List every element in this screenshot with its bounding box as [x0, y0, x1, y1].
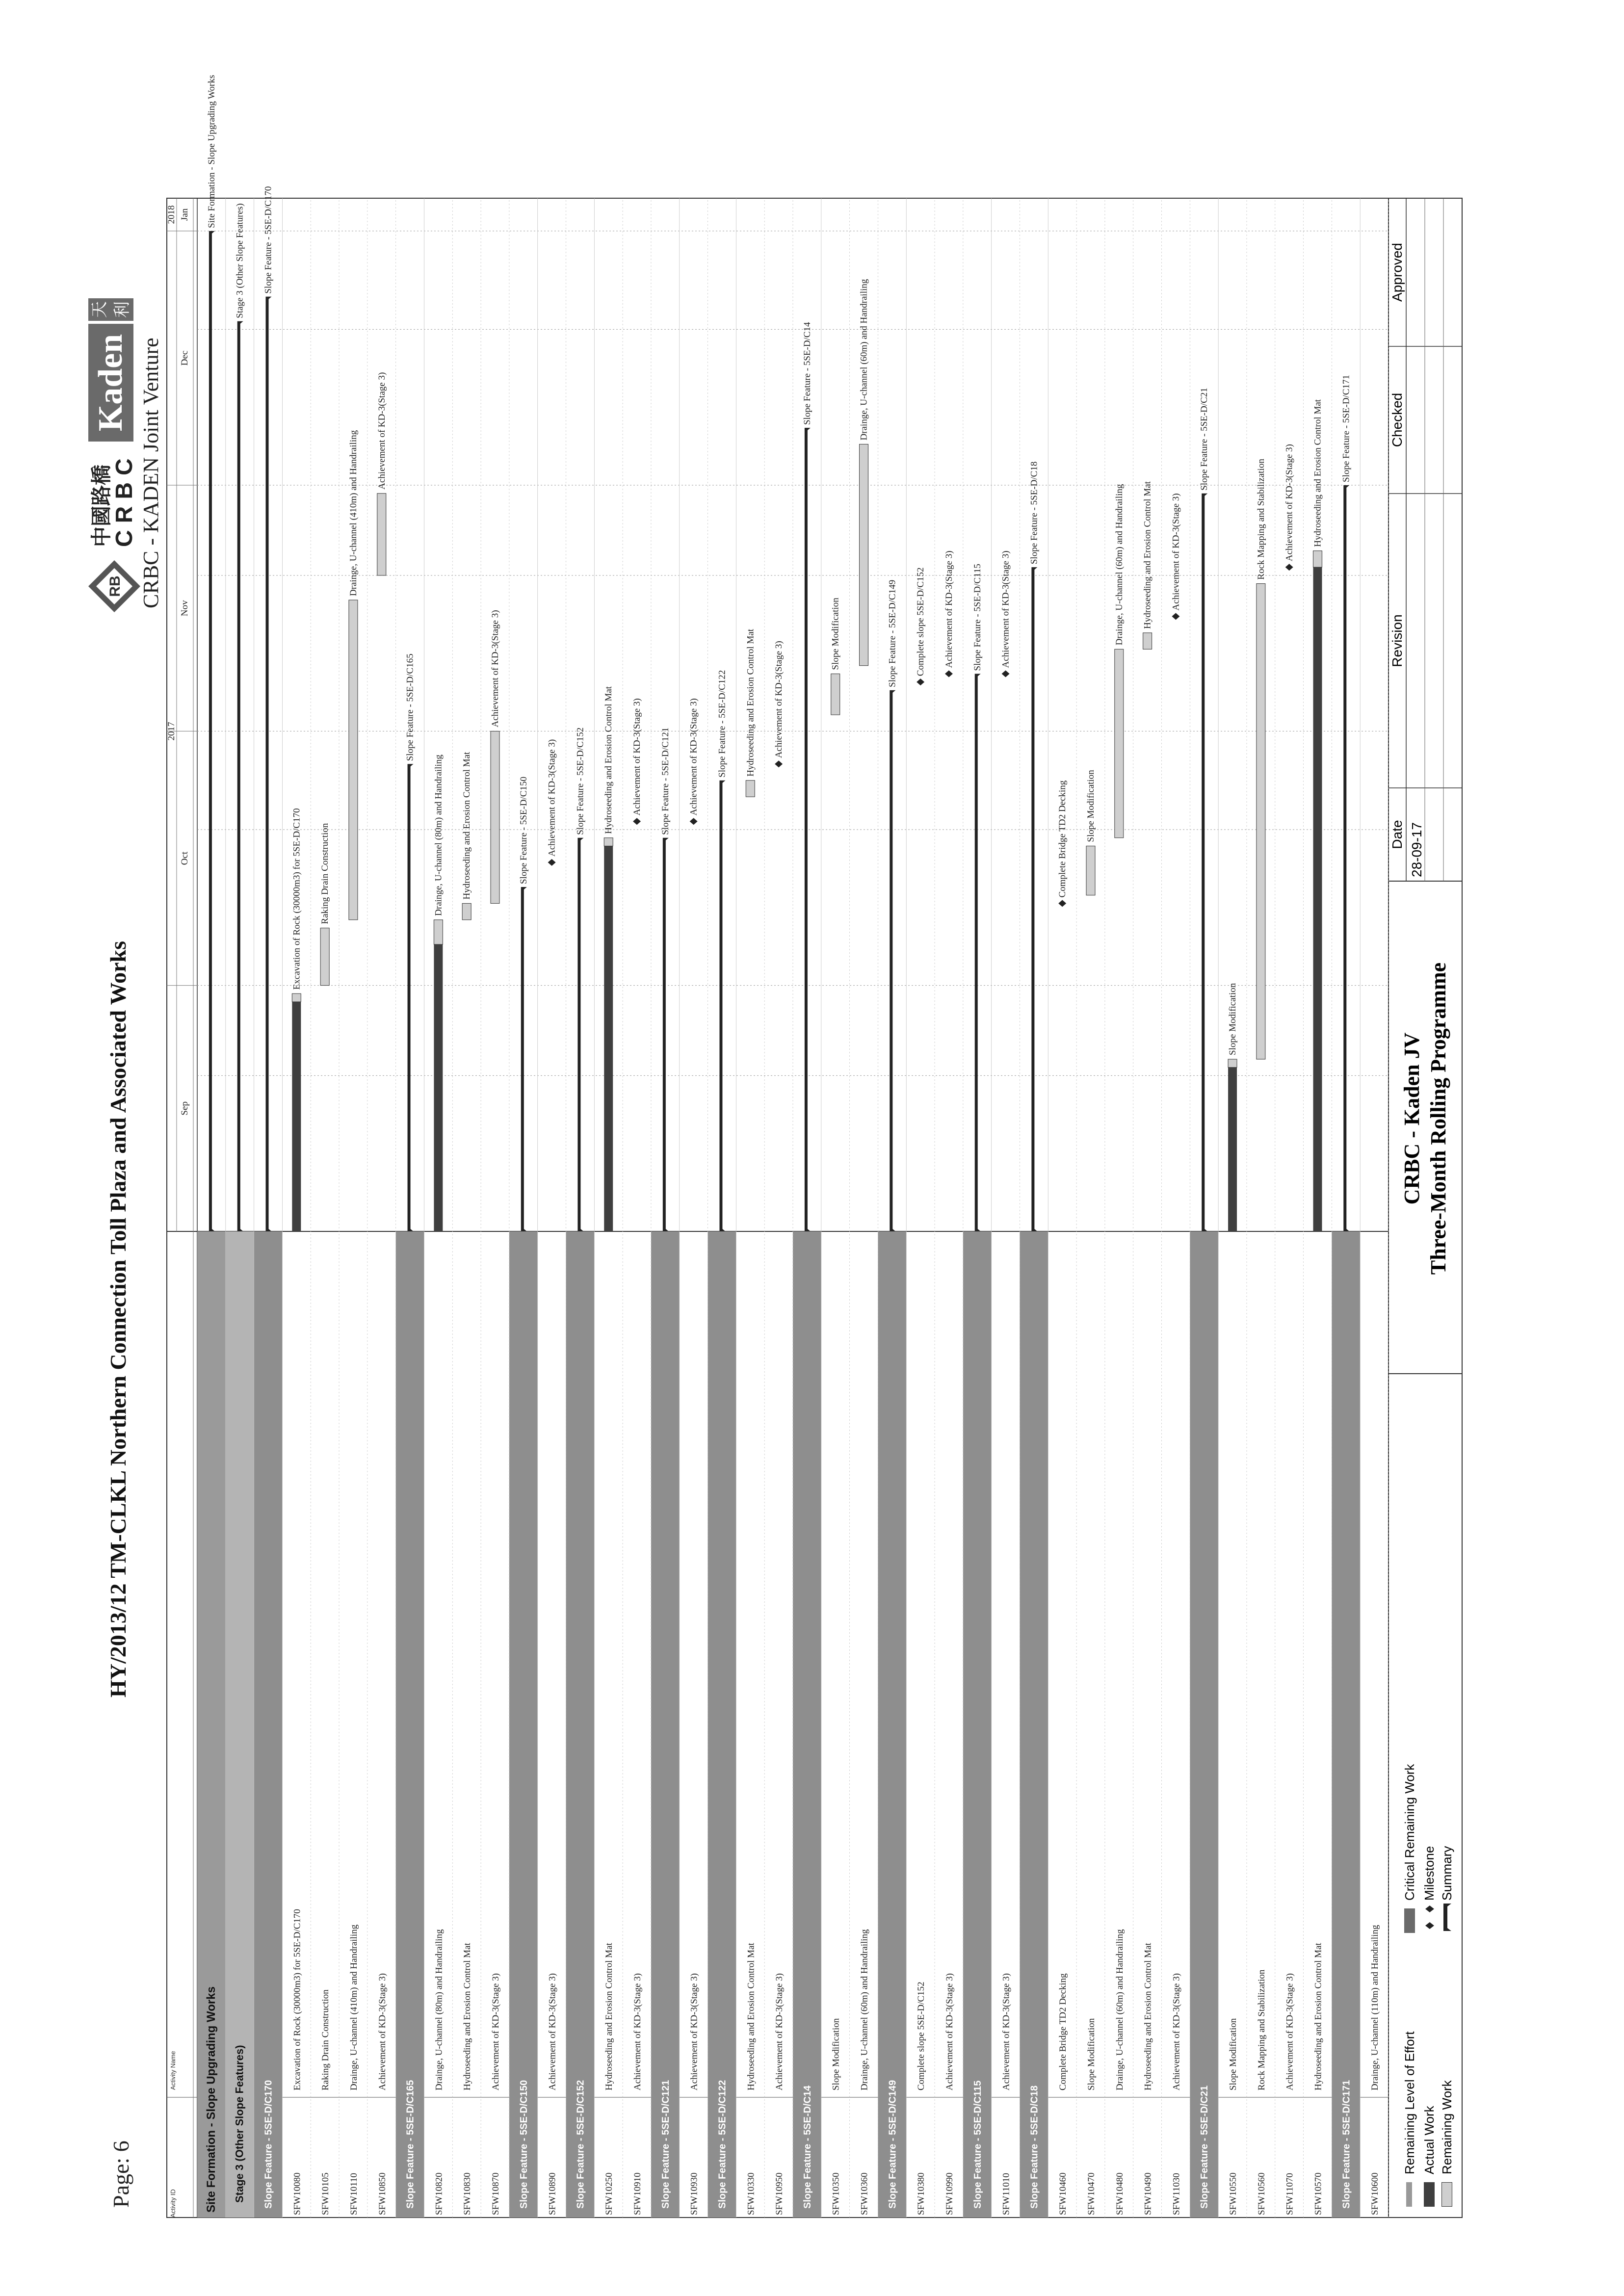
bar-label: Slope Feature - 5SE-D/C121 [660, 727, 671, 835]
milestone-marker [548, 859, 556, 866]
summary-name: Site Formation - Slope Upgrading Works [204, 1986, 218, 2213]
milestone-marker [1002, 670, 1010, 677]
summary-name: Slope Feature - 5SE-D/C150 [518, 2080, 529, 2209]
legend-swatch-loe [1406, 2182, 1412, 2207]
month-label: Jan [180, 208, 190, 221]
bar-label: Achievement of KD-3(Stage 3) [547, 739, 557, 857]
bar-label: Site Formation - Slope Upgrading Works [206, 75, 217, 228]
bar-label: Slope Feature - 5SE-D/C150 [518, 776, 529, 884]
summary-band [566, 1231, 595, 2218]
activity-name: Complete slope 5SE-D/C152 [916, 1982, 927, 2090]
summary-name: Slope Feature - 5SE-D/C121 [660, 2080, 671, 2209]
remaining-work-bar [1143, 633, 1152, 649]
footer-title-1: CRBC - Kaden JV [1400, 1032, 1424, 1205]
year-label: 2018 [166, 205, 177, 224]
year-label: 2017 [166, 722, 177, 741]
milestone-marker [1172, 613, 1179, 620]
remaining-work-bar [604, 838, 613, 846]
remaining-work-bar [349, 600, 358, 920]
bar-label: Slope Modification [1086, 770, 1096, 842]
bar-label: Slope Modification [1228, 983, 1238, 1055]
remaining-work-bar [1086, 846, 1095, 895]
activity-name: Achievement of KD-3(Stage 3) [1284, 1973, 1295, 2090]
month-label: Dec [180, 350, 190, 366]
summary-bar [266, 297, 272, 1231]
summary-band [254, 1231, 283, 2218]
logo-kaden: Kaden [88, 324, 133, 442]
footer-date-label: Date [1389, 820, 1405, 849]
summary-band [963, 1231, 992, 2218]
milestone-marker [775, 760, 783, 767]
activity-id: SFW10930 [689, 2172, 700, 2215]
activity-id: SFW10820 [434, 2172, 445, 2215]
activity-name: Rock Mapping and Stabilization [1256, 1969, 1267, 2090]
milestone-marker [1058, 900, 1066, 907]
summary-name: Slope Feature - 5SE-D/C171 [1341, 2080, 1352, 2209]
activity-name: Hydroseeding and Erosion Control Mat [1313, 1943, 1324, 2090]
remaining-work-bar [320, 928, 329, 986]
summary-name: Slope Feature - 5SE-D/C18 [1029, 2085, 1040, 2209]
summary-name: Slope Feature - 5SE-D/C115 [972, 2080, 983, 2209]
activity-name: Achievement of KD-3(Stage 3) [547, 1973, 558, 2090]
activity-id: SFW11030 [1171, 2173, 1182, 2215]
legend-swatch-actual [1424, 2182, 1435, 2207]
activity-name: Excavation of Rock (30000m3) for 5SE-D/C170 [292, 1909, 303, 2090]
remaining-work-bar [292, 993, 301, 1002]
legend-label-actual: Actual Work [1422, 2106, 1437, 2174]
bar-label: Hydroseeding and Erosion Control Mat [1312, 399, 1323, 547]
activity-id: SFW10890 [547, 2172, 558, 2215]
summary-bar [209, 231, 215, 1231]
bar-label: Slope Feature - 5SE-D/C115 [972, 564, 983, 671]
logo-crbc: CRBC [111, 451, 137, 547]
activity-name: Raking Drain Construction [320, 1989, 331, 2090]
remaining-work-bar [377, 494, 386, 575]
remaining-work-bar [1257, 584, 1265, 1059]
legend-label-remaining: Remaining Work [1440, 2080, 1454, 2174]
activity-id: SFW10080 [292, 2172, 303, 2215]
project-title: HY/2013/12 TM-CLKL Northern Connection Toll Plaza and Associated Works [105, 940, 131, 1697]
remaining-work-bar [1115, 649, 1124, 837]
bar-label: Slope Feature - 5SE-D/C14 [802, 322, 812, 425]
summary-bar [1202, 494, 1207, 1231]
bar-label: Slope Feature - 5SE-D/C18 [1029, 461, 1040, 565]
remaining-work-bar [746, 781, 755, 797]
bar-label: Drainge, U-channel (80m) and Handrailing [433, 755, 444, 916]
bar-label: Achievement of KD-3(Stage 3) [376, 372, 387, 490]
legend-label-summary: Summary [1440, 1846, 1454, 1901]
activity-name: Hydroseeding and Erosion Control Mat [604, 1943, 615, 2090]
milestone-marker [917, 678, 924, 685]
bar-label: Stage 3 (Other Slope Features) [235, 203, 245, 318]
activity-name: Achievement of KD-3(Stage 3) [774, 1973, 785, 2090]
bar-label: Hydroseeding and Erosion Control Mat [462, 752, 472, 900]
activity-name: Hydroseeding and Erosion Control Mat [462, 1943, 473, 2090]
bar-label: Hydroseeding and Erosion Control Mat [603, 686, 614, 834]
activity-id: SFW10480 [1114, 2172, 1125, 2215]
summary-name: Slope Feature - 5SE-D/C152 [575, 2080, 586, 2209]
bar-label: Achievement of KD-3(Stage 3) [1284, 444, 1295, 562]
summary-band [509, 1231, 538, 2218]
logo-chinese: 中國路橋 [89, 464, 113, 547]
summary-band [793, 1231, 821, 2218]
bar-label: Achievement of KD-3(Stage 3) [688, 698, 699, 816]
bar-label: Complete Bridge TD2 Decking [1057, 780, 1068, 898]
legend-label-milestone: Milestone [1422, 1846, 1437, 1901]
summary-bar [975, 674, 981, 1231]
remaining-work-bar [831, 674, 840, 715]
activity-name: Drainge, U-channel (60m) and Handrailing [1114, 1929, 1125, 2090]
activity-name: Achievement of KD-3(Stage 3) [689, 1973, 700, 2090]
summary-bar [408, 764, 414, 1231]
bar-label: Achievement of KD-3(Stage 3) [1000, 550, 1011, 668]
bar-label: Achievement of KD-3(Stage 3) [632, 698, 643, 816]
bar-label: Achievement of KD-3(Stage 3) [943, 550, 954, 668]
svg-text:RB: RB [107, 575, 123, 597]
bar-label: Slope Feature - 5SE-D/C122 [717, 670, 728, 778]
activity-id: SFW11070 [1284, 2173, 1295, 2215]
summary-bar [237, 321, 243, 1231]
remaining-work-bar [462, 903, 471, 919]
milestone-marker [690, 818, 698, 825]
bar-label: Hydroseeding and Erosion Control Mat [745, 628, 756, 777]
activity-id: SFW10460 [1058, 2172, 1069, 2215]
legend-label-critical: Critical Remaining Work [1402, 1764, 1417, 1901]
activity-name: Complete Bridge TD2 Decking [1058, 1973, 1069, 2090]
summary-bar [719, 781, 725, 1231]
activity-name: Achievement of KD-3(Stage 3) [632, 1973, 643, 2090]
bar-label: Slope Feature - 5SE-D/C170 [263, 186, 274, 294]
activity-id: SFW10105 [320, 2172, 331, 2215]
summary-bar [1343, 485, 1349, 1231]
logo-kaden-chinese: 天利 [88, 298, 133, 321]
bar-label: Slope Feature - 5SE-D/C165 [405, 653, 416, 761]
bar-label: Slope Feature - 5SE-D/C149 [887, 579, 898, 687]
activity-name: Slope Modification [1086, 2018, 1097, 2090]
month-label: Oct [180, 851, 190, 865]
summary-band [878, 1231, 906, 2218]
activity-id: SFW10870 [491, 2172, 501, 2215]
actual-work-bar [1228, 1068, 1237, 1231]
bar-label: Complete slope 5SE-D/C152 [916, 567, 926, 677]
footer-title-2: Three-Month Rolling Programme [1426, 962, 1450, 1275]
activity-id: SFW10380 [916, 2172, 927, 2215]
bar-label: Drainge, U-channel (60m) and Handrailing [1114, 484, 1125, 646]
summary-bar [521, 887, 527, 1231]
actual-work-bar [604, 846, 613, 1231]
summary-band [1190, 1231, 1218, 2218]
footer-checked-label: Checked [1389, 392, 1405, 447]
activity-name: Achievement of KD-3(Stage 3) [491, 1973, 501, 2090]
bar-label: Achievement of KD-3(Stage 3) [490, 610, 500, 728]
remaining-work-bar [1313, 551, 1322, 567]
activity-name: Achievement of KD-3(Stage 3) [944, 1973, 955, 2090]
month-label: Nov [180, 600, 190, 617]
bar-label: Raking Drain Construction [320, 823, 331, 924]
summary-bar [890, 690, 895, 1231]
activity-id: SFW11010 [1001, 2173, 1012, 2215]
activity-name: Slope Modification [1228, 2018, 1239, 2090]
activity-id: SFW10850 [377, 2172, 388, 2215]
actual-work-bar [434, 944, 443, 1231]
column-header-activity-name: Activity Name [169, 2051, 177, 2090]
activity-id: SFW10470 [1086, 2172, 1097, 2215]
activity-id: SFW10910 [632, 2172, 643, 2215]
bar-label: Slope Feature - 5SE-D/C171 [1341, 374, 1352, 482]
summary-band [1020, 1231, 1048, 2218]
summary-name: Slope Feature - 5SE-D/C21 [1199, 2085, 1210, 2209]
joint-venture-name: CRBC - KADEN Joint Venture [139, 338, 163, 608]
legend-swatch-critical [1404, 1908, 1415, 1933]
remaining-work-bar [491, 731, 499, 903]
activity-id: SFW10570 [1313, 2172, 1324, 2215]
activity-name: Hydroseeding and Erosion Control Mat [746, 1943, 757, 2090]
summary-name: Slope Feature - 5SE-D/C165 [405, 2080, 416, 2209]
footer-date-value: 28-09-17 [1409, 822, 1424, 877]
summary-bar [663, 838, 669, 1231]
activity-id: SFW10550 [1228, 2172, 1239, 2215]
summary-name: Slope Feature - 5SE-D/C122 [717, 2080, 728, 2209]
column-header-activity-id: Activity ID [169, 2189, 177, 2218]
activity-name: Achievement of KD-3(Stage 3) [1171, 1973, 1182, 2090]
activity-id: SFW10950 [774, 2172, 785, 2215]
actual-work-bar [292, 1002, 301, 1231]
month-label: Sep [180, 1101, 190, 1116]
activity-id: SFW10350 [831, 2172, 841, 2215]
summary-name: Stage 3 (Other Slope Features) [233, 2045, 246, 2203]
summary-bar [577, 838, 583, 1231]
activity-name: Achievement of KD-3(Stage 3) [1001, 1973, 1012, 2090]
activity-id: SFW10600 [1370, 2172, 1381, 2215]
activity-name: Hydroseeding and Erosion Control Mat [1143, 1943, 1153, 2090]
activity-id: SFW10110 [348, 2173, 359, 2215]
legend-milestone-icon [1423, 1903, 1437, 1932]
actual-work-bar [1313, 567, 1322, 1231]
remaining-work-bar [434, 920, 443, 944]
activity-name: Achievement of KD-3(Stage 3) [377, 1973, 388, 2090]
activity-id: SFW10560 [1256, 2172, 1267, 2215]
bar-label: Slope Feature - 5SE-D/C21 [1199, 388, 1210, 491]
legend-label-loe: Remaining Level of Effort [1402, 2031, 1417, 2174]
bar-label: Slope Modification [830, 598, 841, 670]
legend-swatch-remaining [1441, 2182, 1452, 2207]
legend-summary-icon [1441, 1903, 1454, 1932]
activity-id: SFW10990 [944, 2172, 955, 2215]
activity-name: Drainge, U-channel (60m) and Handrailing [859, 1929, 870, 2090]
bar-label: Achievement of KD-3(Stage 3) [1171, 493, 1181, 611]
bar-label: Rock Mapping and Stabilization [1256, 459, 1266, 580]
summary-band [396, 1231, 424, 2218]
activity-id: SFW10830 [462, 2172, 473, 2215]
footer-revision-label: Revision [1389, 614, 1405, 667]
legend [1392, 1639, 1461, 2218]
activity-name: Drainge, U-channel (110m) and Handrailing [1370, 1925, 1381, 2090]
bar-label: Hydroseeding and Erosion Control Mat [1142, 481, 1153, 629]
bar-label: Excavation of Rock (30000m3) for 5SE-D/C170 [291, 808, 302, 990]
activity-id: SFW10360 [859, 2172, 870, 2215]
bar-label: Slope Feature - 5SE-D/C152 [575, 727, 586, 835]
milestone-marker [633, 818, 641, 825]
activity-id: SFW10330 [746, 2172, 757, 2215]
bar-label: Achievement of KD-3(Stage 3) [774, 641, 785, 758]
activity-name: Slope Modification [831, 2018, 841, 2090]
activity-name: Drainge, U-channel (410m) and Handrailing [348, 1924, 359, 2090]
remaining-work-bar [860, 444, 868, 665]
summary-band [651, 1231, 680, 2218]
summary-name: Slope Feature - 5SE-D/C14 [802, 2085, 813, 2209]
summary-bar [1031, 567, 1037, 1231]
bar-label: Drainge, U-channel (60m) and Handrailing [859, 279, 869, 441]
milestone-marker [945, 670, 953, 677]
bar-label: Drainge, U-channel (410m) and Handrailing [348, 430, 359, 596]
page-label: Page: 6 [108, 2140, 133, 2208]
milestone-marker [1285, 564, 1293, 571]
summary-name: Slope Feature - 5SE-D/C149 [887, 2080, 898, 2209]
summary-band [1332, 1231, 1360, 2218]
summary-name: Slope Feature - 5SE-D/C170 [263, 2080, 274, 2209]
footer-approved-label: Approved [1389, 243, 1405, 302]
remaining-work-bar [1228, 1059, 1237, 1068]
activity-id: SFW10490 [1143, 2172, 1153, 2215]
activity-id: SFW10250 [604, 2172, 615, 2215]
summary-band [708, 1231, 736, 2218]
activity-name: Drainge, U-channel (80m) and Handrailing [434, 1929, 445, 2090]
